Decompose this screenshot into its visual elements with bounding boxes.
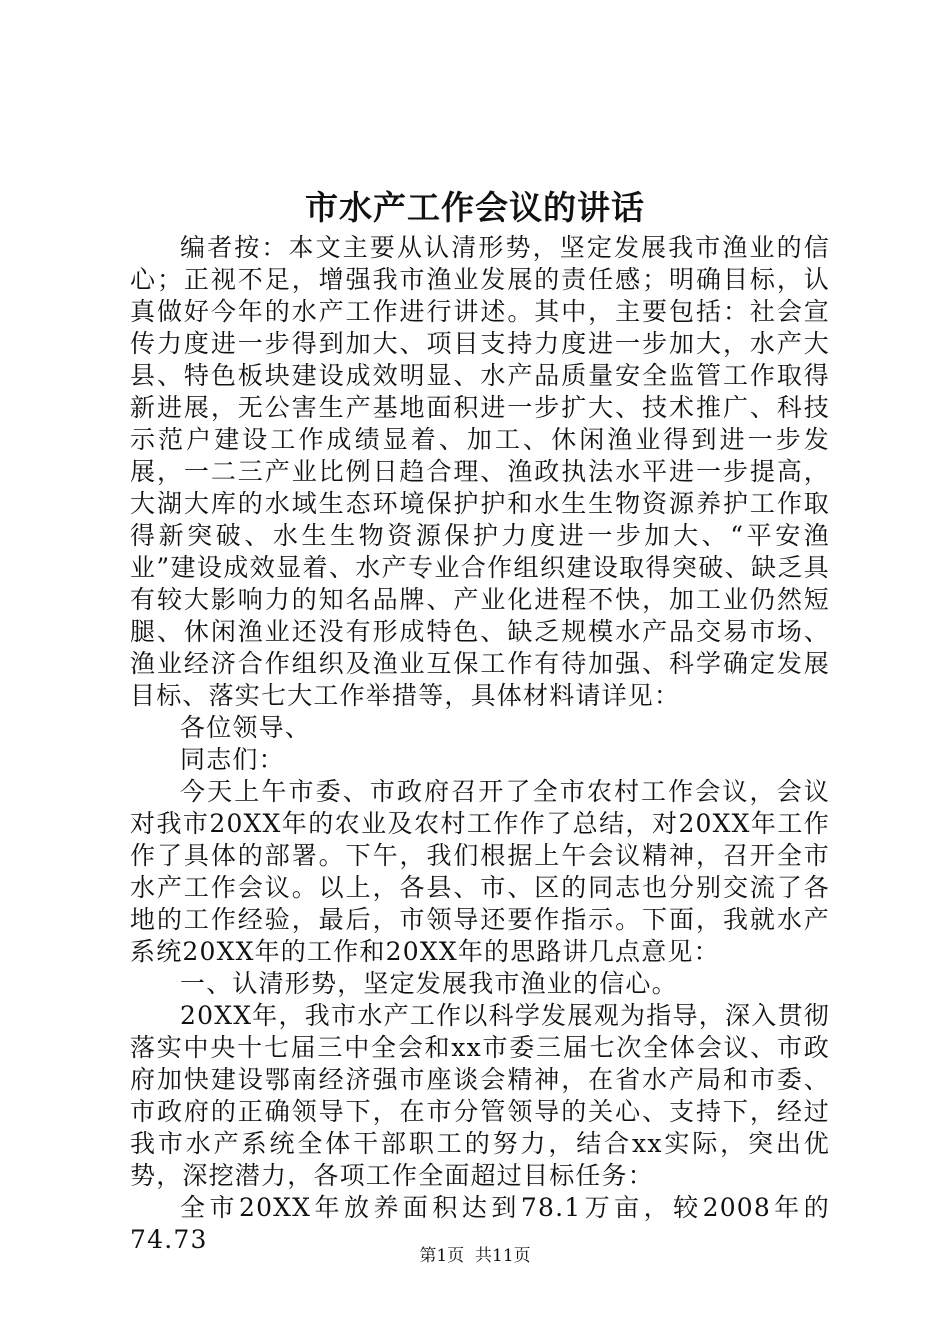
document-title: 市水产工作会议的讲话 xyxy=(305,188,645,227)
body-paragraph: 全市20XX年放养面积达到78.1万亩，较2008年的74.73 xyxy=(130,1193,830,1254)
editor-note-paragraph: 编者按：本文主要从认清形势，坚定发展我市渔业的信心；正视不足，增强我市渔业发展的责任感；明确目标，认真做好今年的水产工作进行讲述。其中，主要包括：社会宣传力度进一步得到加大、项目支持力度进一步加大，水产大县、特色板块建设成效明显、水产品质量安全监管工作取得新进展，无公害生产基地面积进一步扩大、技术推广、科技示范户建设工作成绩显着、加工、休闲渔业得到进一步发展，一二三产业比例日趋合理、渔政执法水平进一步提高，大湖大库的水域生态环境保护护和水生生物资源养护工作取得新突破、水生生物资源保护力度进一步加大、“平安渔业”建设成效显着、水产专业合作组织建设取得突破、缺乏具有较大影响力的知名品牌、产业化进程不快，加工业仍然短腿、休闲渔业还没有形成特色、缺乏规模水产品交易市场、渔业经济合作组织及渔业互保工作有待加强、科学确定发展目标、落实七大工作举措等，具体材料请详见： xyxy=(130,233,830,710)
page-total: 共11页 xyxy=(475,1246,531,1266)
salutation-leaders: 各位领导、 xyxy=(180,713,312,742)
page-footer xyxy=(0,1244,950,1268)
body-paragraph: 今天上午市委、市政府召开了全市农村工作会议，会议对我市20XX年的农业及农村工作作了总结，对20XX年工作作了具体的部署。下午，我们根据上午会议精神，召开全市水产工作会议。以上，各县、市、区的同志也分别交流了各地的工作经验，最后，市领导还要作指示。下面，我就水产系统20XX年的工作和20XX年的思路讲几点意见： xyxy=(130,777,830,966)
salutation-comrades: 同志们： xyxy=(180,745,285,774)
page-number: 第1页 xyxy=(419,1246,465,1266)
section-heading: 一、认清形势，坚定发展我市渔业的信心。 xyxy=(180,969,678,998)
body-paragraph: 20XX年，我市水产工作以科学发展观为指导，深入贯彻落实中央十七届三中全会和xx市委三届七次全体会议、市政府加快建设鄂南经济强市座谈会精神，在省水产局和市委、市政府的正确领导下，在市分管领导的关心、支持下，经过我市水产系统全体干部职工的努力，结合xx实际，突出优势，深挖潜力，各项工作全面超过目标任务： xyxy=(130,1001,830,1190)
footer-separator xyxy=(464,1246,475,1266)
document-body xyxy=(130,232,830,1256)
